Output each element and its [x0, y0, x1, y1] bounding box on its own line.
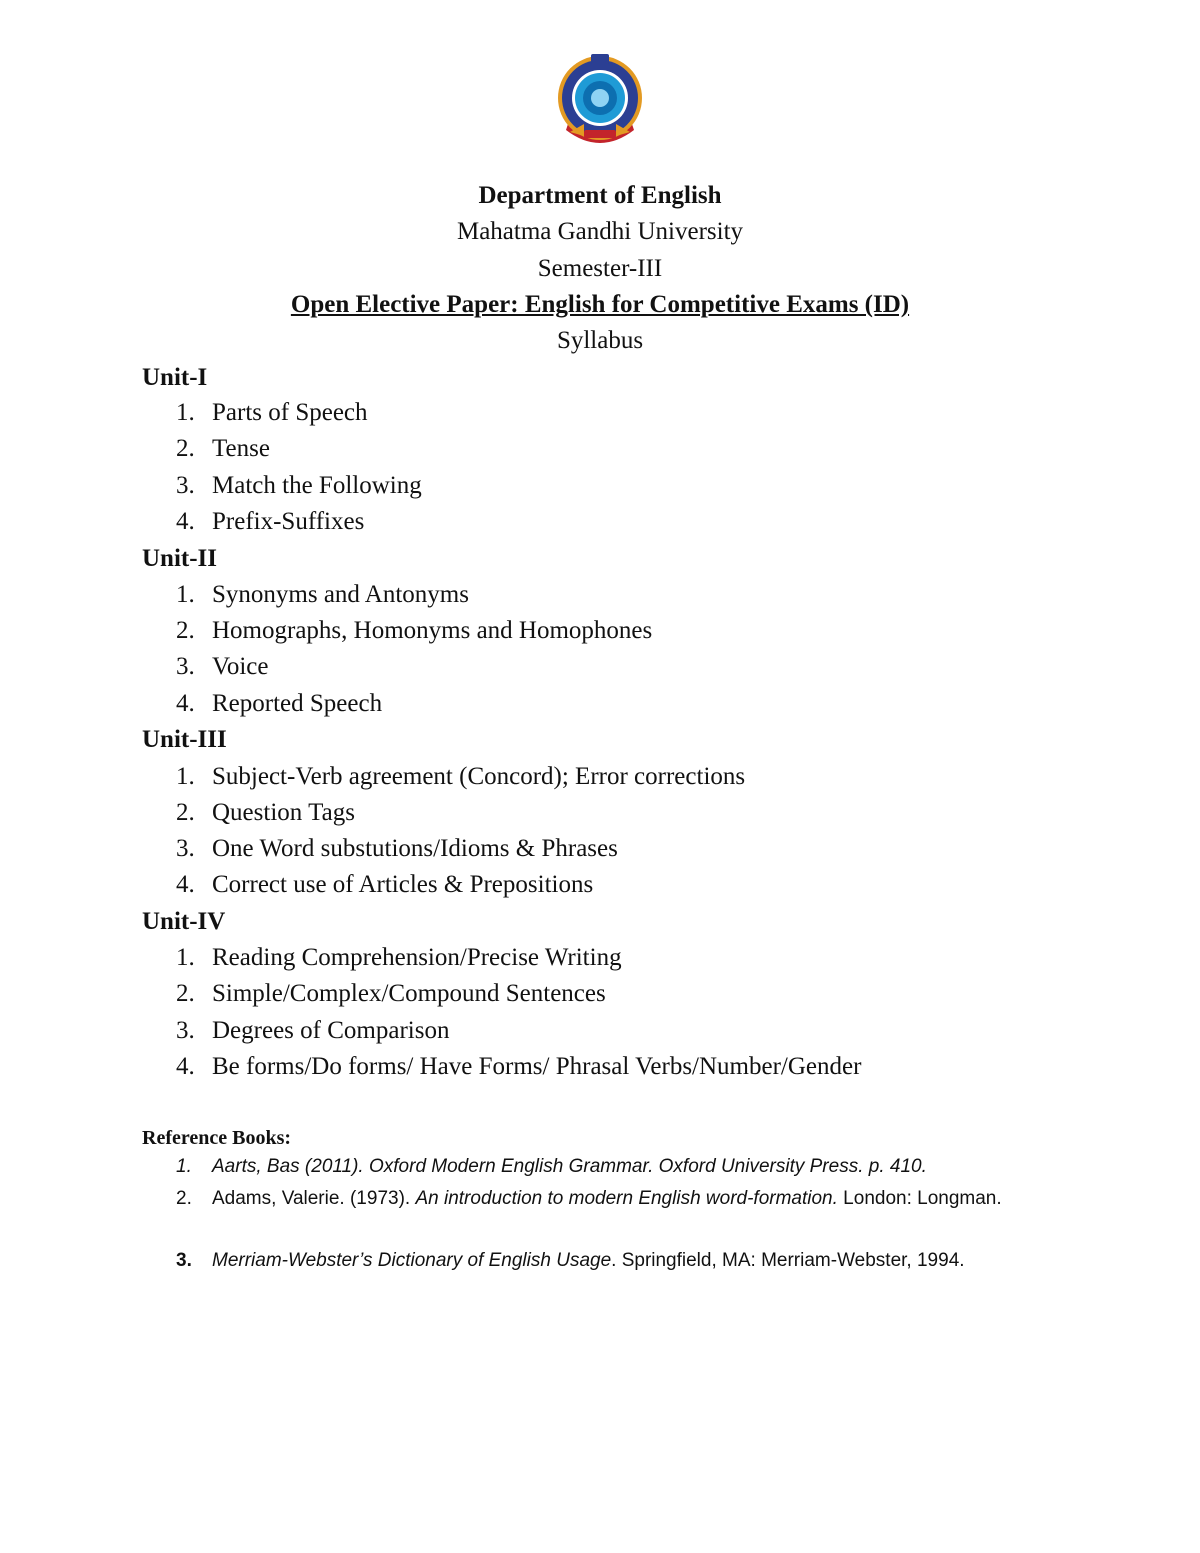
list-number: 2.: [176, 617, 195, 644]
topic-text: Prefix-Suffixes: [212, 508, 365, 535]
topic-text: Reading Comprehension/Precise Writing: [212, 944, 622, 971]
list-number: 3.: [176, 1017, 195, 1044]
university-name: Mahatma Gandhi University: [456, 218, 744, 245]
topic-text: Correct use of Articles & Prepositions: [212, 871, 594, 898]
reference-title: Merriam-Webster’s Dictionary of English Usage: [212, 1250, 612, 1271]
topic-text: Question Tags: [212, 799, 355, 826]
list-number: 3.: [176, 653, 195, 680]
topic-text: Parts of Speech: [212, 399, 368, 426]
topic-text: Synonyms and Antonyms: [212, 581, 469, 608]
list-number: 1.: [176, 944, 195, 971]
topic-text: Be forms/Do forms/ Have Forms/ Phrasal Verbs/Number/Gender: [212, 1053, 862, 1080]
reference-books-heading: Reference Books:: [142, 1127, 292, 1149]
reference-publisher: London: Longman.: [837, 1188, 1002, 1209]
topic-text: Homographs, Homonyms and Homophones: [212, 617, 653, 644]
unit-heading: Unit-I: [142, 364, 208, 391]
list-number: 4.: [176, 508, 195, 535]
reference-author: Adams, Valerie. (1973).: [212, 1188, 416, 1209]
list-number: 4.: [176, 1053, 195, 1080]
unit-heading: Unit-IV: [142, 908, 226, 935]
topic-text: Voice: [212, 653, 269, 680]
semester-label: Semester-III: [537, 255, 663, 282]
list-number: 3.: [176, 472, 195, 499]
reference-text: Aarts, Bas (2011). Oxford Modern English Grammar. Oxford University Press. p. 410.: [212, 1156, 927, 1177]
topic-text: Degrees of Comparison: [212, 1017, 450, 1044]
list-number: 3.: [176, 835, 195, 862]
list-number: 4.: [176, 871, 195, 898]
unit-heading: Unit-II: [142, 545, 218, 572]
reference-number: 3.: [176, 1250, 192, 1271]
topic-text: Tense: [212, 435, 270, 462]
topic-text: Match the Following: [212, 472, 422, 499]
paper-title: Open Elective Paper: English for Competitive Exams (ID): [290, 291, 910, 318]
list-number: 2.: [176, 435, 195, 462]
syllabus-label: Syllabus: [556, 327, 644, 354]
list-number: 1.: [176, 763, 195, 790]
topic-text: Reported Speech: [212, 690, 383, 717]
university-seal-logo: [548, 52, 652, 144]
reference-title: An introduction to modern English word-formation.: [415, 1188, 838, 1209]
reference-text: [212, 1184, 1042, 1214]
topic-text: Subject-Verb agreement (Concord); Error corrections: [212, 763, 746, 790]
list-number: 2.: [176, 980, 195, 1007]
reference-number: 1.: [176, 1156, 192, 1177]
reference-publisher: . Springfield, MA: Merriam-Webster, 1994.: [611, 1250, 965, 1271]
list-number: 2.: [176, 799, 195, 826]
list-number: 4.: [176, 690, 195, 717]
list-number: 1.: [176, 581, 195, 608]
topic-text: Simple/Complex/Compound Sentences: [212, 980, 606, 1007]
reference-number: 2.: [176, 1188, 192, 1209]
unit-heading: Unit-III: [142, 726, 227, 753]
topic-text: One Word substutions/Idioms & Phrases: [212, 835, 618, 862]
department-title: Department of English: [478, 182, 722, 209]
reference-text: [212, 1246, 1042, 1276]
list-number: 1.: [176, 399, 195, 426]
